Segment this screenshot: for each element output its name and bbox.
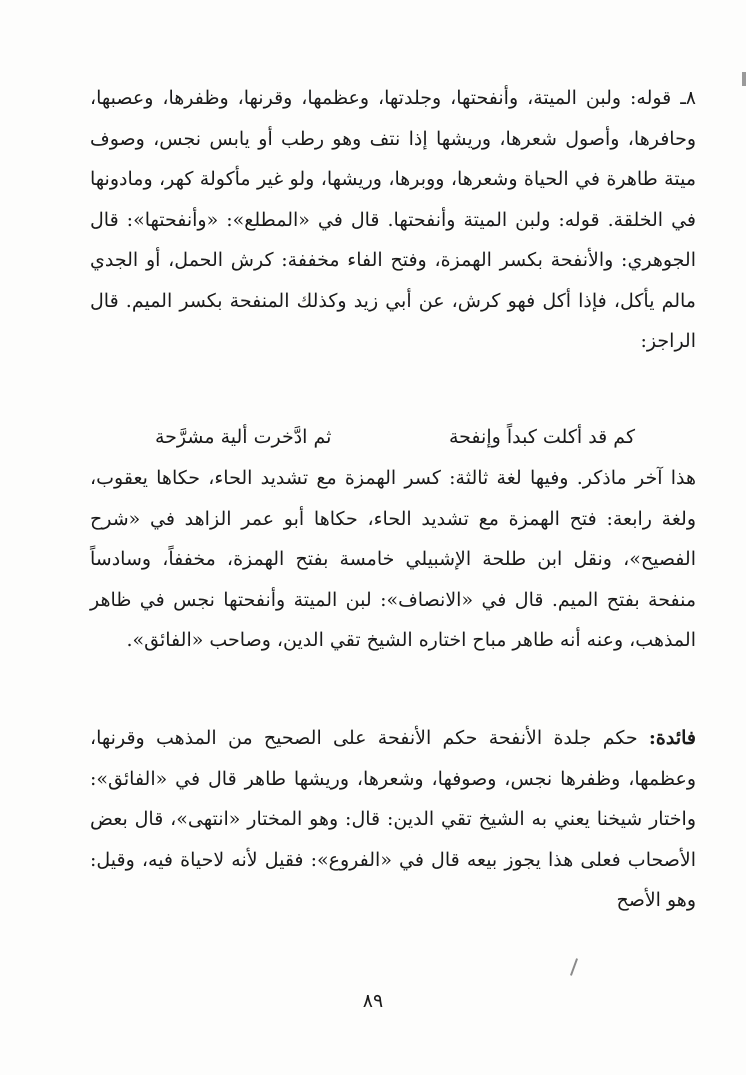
stray-pen-mark — [570, 958, 578, 976]
paragraph-text — [90, 718, 696, 921]
paragraph-text: ٨ـ قوله: ولبن الميتة، وأنفحتها، وجلدتها، وعظمها، وقرنها، وظفرها، وعصبها، وحافرها، وأصول شعرها، وريشها إذا نتف وهو رطب أو يابس نجس، وصوف ميتة طاهرة في الحياة وشعرها، ووبرها، وريشها، ولو غير مأكولة كهر، ومادونها في الخلقة. قوله: ولبن الميتة وأنفحتها. قال في «المطلع»: «وأنفحتها»: قال الجوهري: والأنفحة بكسر الهمزة، وفتح الفاء مخففة: كرش الحمل، أو الجدي مالم يأكل، فإذا أكل فهو كرش، عن أبي زيد وكذلك المنفحة بكسر الميم. قال الراجز: — [90, 87, 696, 352]
paragraph-text: هذا آخر ماذكر. وفيها لغة ثالثة: كسر الهمزة مع تشديد الحاء، حكاها يعقوب، ولغة رابعة: فتح الهمزة مع تشديد الحاء، حكاها أبو عمر الزاهد في «شرح الفصيح»، ونقل ابن طلحة الإشبيلي خامسة بفتح الهمزة، مخففاً، وسادساً منفحة بفتح الميم. قال في «الانصاف»: لبن الميتة وأنفحتها نجس في ظاهر المذهب، وعنه أنه طاهر مباح اختاره الشيخ تقي الدين، وصاحب «الفائق». — [90, 467, 696, 651]
page-edge-mark — [742, 72, 746, 86]
paragraph-ruling-on-dead-animal-parts — [90, 78, 696, 362]
verse-first-hemistich: كم قد أكلت كبداً وإنفحة — [448, 426, 635, 448]
page-number: ٨٩ — [362, 990, 384, 1012]
verse-second-hemistich: ثم ادَّخرت ألية مشرَّحة — [155, 426, 332, 448]
paragraph-dialects-of-anfaha — [90, 458, 696, 661]
faida-body: حكم جلدة الأنفحة حكم الأنفحة على الصحيح من المذهب وقرنها، وعظمها، وظفرها نجس، وصوفها، وشعرها، وريشها طاهر قال في «الفائق»: واختار شيخنا يعني به الشيخ تقي الدين: قال: وهو المختار «انتهى»، قال بعض الأصحاب فعلى هذا يجوز بيعه قال في «الفروع»: فقيل لأنه لاحياة فيه، وقيل: وهو الأصح — [90, 727, 696, 911]
paragraph-faida-note — [90, 718, 696, 921]
faida-label: فائدة: — [648, 727, 696, 749]
poetry-verse — [155, 417, 635, 457]
